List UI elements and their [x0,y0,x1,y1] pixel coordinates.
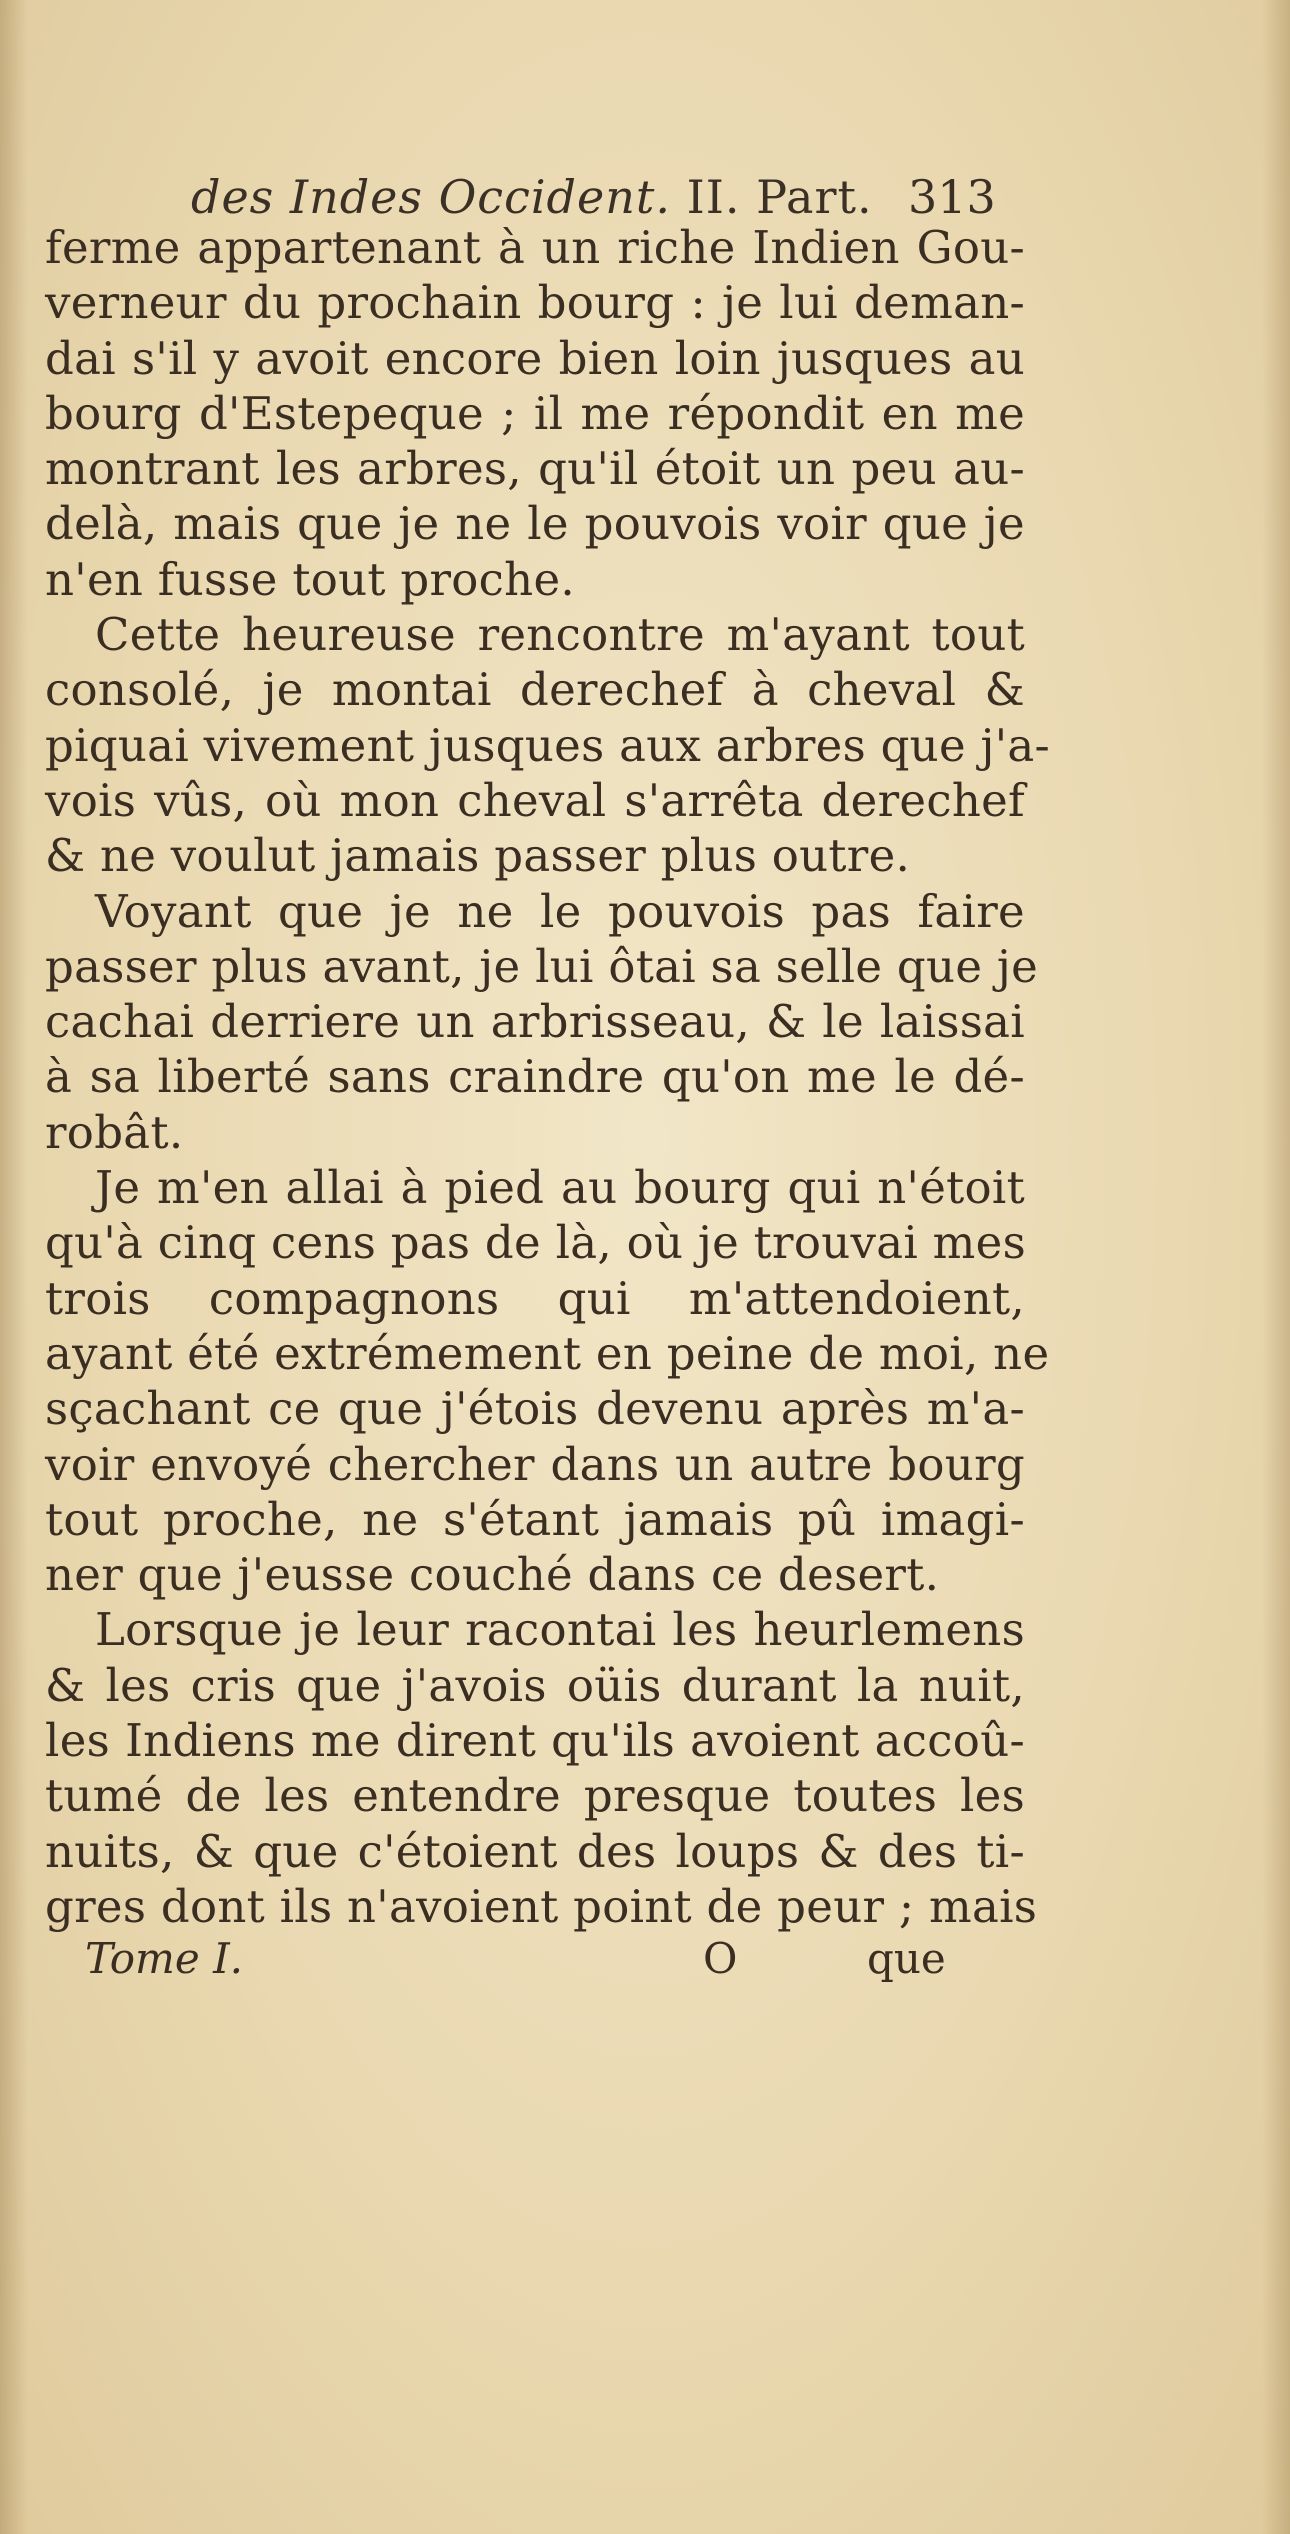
text-line: qu'à cinq cens pas de là, où je trouvai mes [45,1216,1026,1270]
text-block [45,150,1051,1994]
text-line: cachai derriere un arbrisseau, & le laissai [45,995,1025,1049]
text-line: à sa liberté sans craindre qu'on me le dé- [45,1050,1025,1104]
text-line: delà, mais que je ne le pouvois voir que je [45,497,1025,551]
page-number: 313 [908,170,996,224]
text-line: & ne voulut jamais passer plus outre. [45,829,911,883]
text-line: n'en fusse tout proche. [45,552,576,606]
text-line: Cette heureuse rencontre m'ayant tout [95,608,1025,662]
text-line: dai s'il y avoit encore bien loin jusques au [45,331,1025,385]
text-line: ferme appartenant à un riche Indien Gou- [45,221,1025,274]
text-line: nuits, & que c'étoient des loups & des ti- [45,1824,1025,1878]
running-title [191,170,873,224]
text-line: bourg d'Estepeque ; il me répondit en me [45,386,1025,440]
text-line: ner que j'eusse couché dans ce desert. [45,1548,940,1602]
text-line: Lorsque je leur racontai les heurlemens [95,1603,1025,1657]
text-line: sçachant ce que j'étois devenu après m'a- [45,1382,1025,1436]
text-line: les Indiens me dirent qu'ils avoient accoû- [45,1714,1025,1768]
running-header [45,150,1025,224]
running-title-text: des Indes Occident. [191,170,671,224]
text-line: vois vûs, où mon cheval s'arrêta derechef [45,773,1025,827]
text-line: ayant été extrémement en peine de moi, ne [45,1326,1050,1380]
text-line: gres dont ils n'avoient point de peur ; mais [45,1879,1038,1933]
text-line: Voyant que je ne le pouvois pas faire [95,884,1025,938]
text-line: trois compagnons qui m'attendoient, [45,1271,1025,1325]
text-line: montrant les arbres, qu'il étoit un peu au- [45,442,1025,496]
text-line: tout proche, ne s'étant jamais pû imagi- [45,1492,1025,1546]
text-line: tumé de les entendre presque toutes les [45,1769,1025,1823]
text-line: verneur du prochain bourg : je lui deman- [45,276,1025,330]
catchword: que [867,1934,946,1984]
text-line: Je m'en allai à pied au bourg qui n'étoit [95,1161,1025,1215]
page-shadow-left [0,0,28,2534]
text-line: piquai vivement jusques aux arbres que j'a- [45,718,1051,772]
text-line: & les cris que j'avois oüis durant la nuit, [45,1658,1025,1712]
page-shadow-right [1262,0,1290,2534]
running-title-part: II. Part. [686,170,873,224]
page-footer [45,1934,1025,1994]
text-line: passer plus avant, je lui ôtai sa selle que je [45,939,1039,993]
signature-mark: O [703,1934,738,1984]
volume-mark: Tome I. [85,1934,244,1984]
text-line: voir envoyé chercher dans un autre bourg [45,1437,1025,1491]
text-line: consolé, je montai derechef à cheval & [45,663,1025,717]
text-line: robât. [45,1105,184,1159]
